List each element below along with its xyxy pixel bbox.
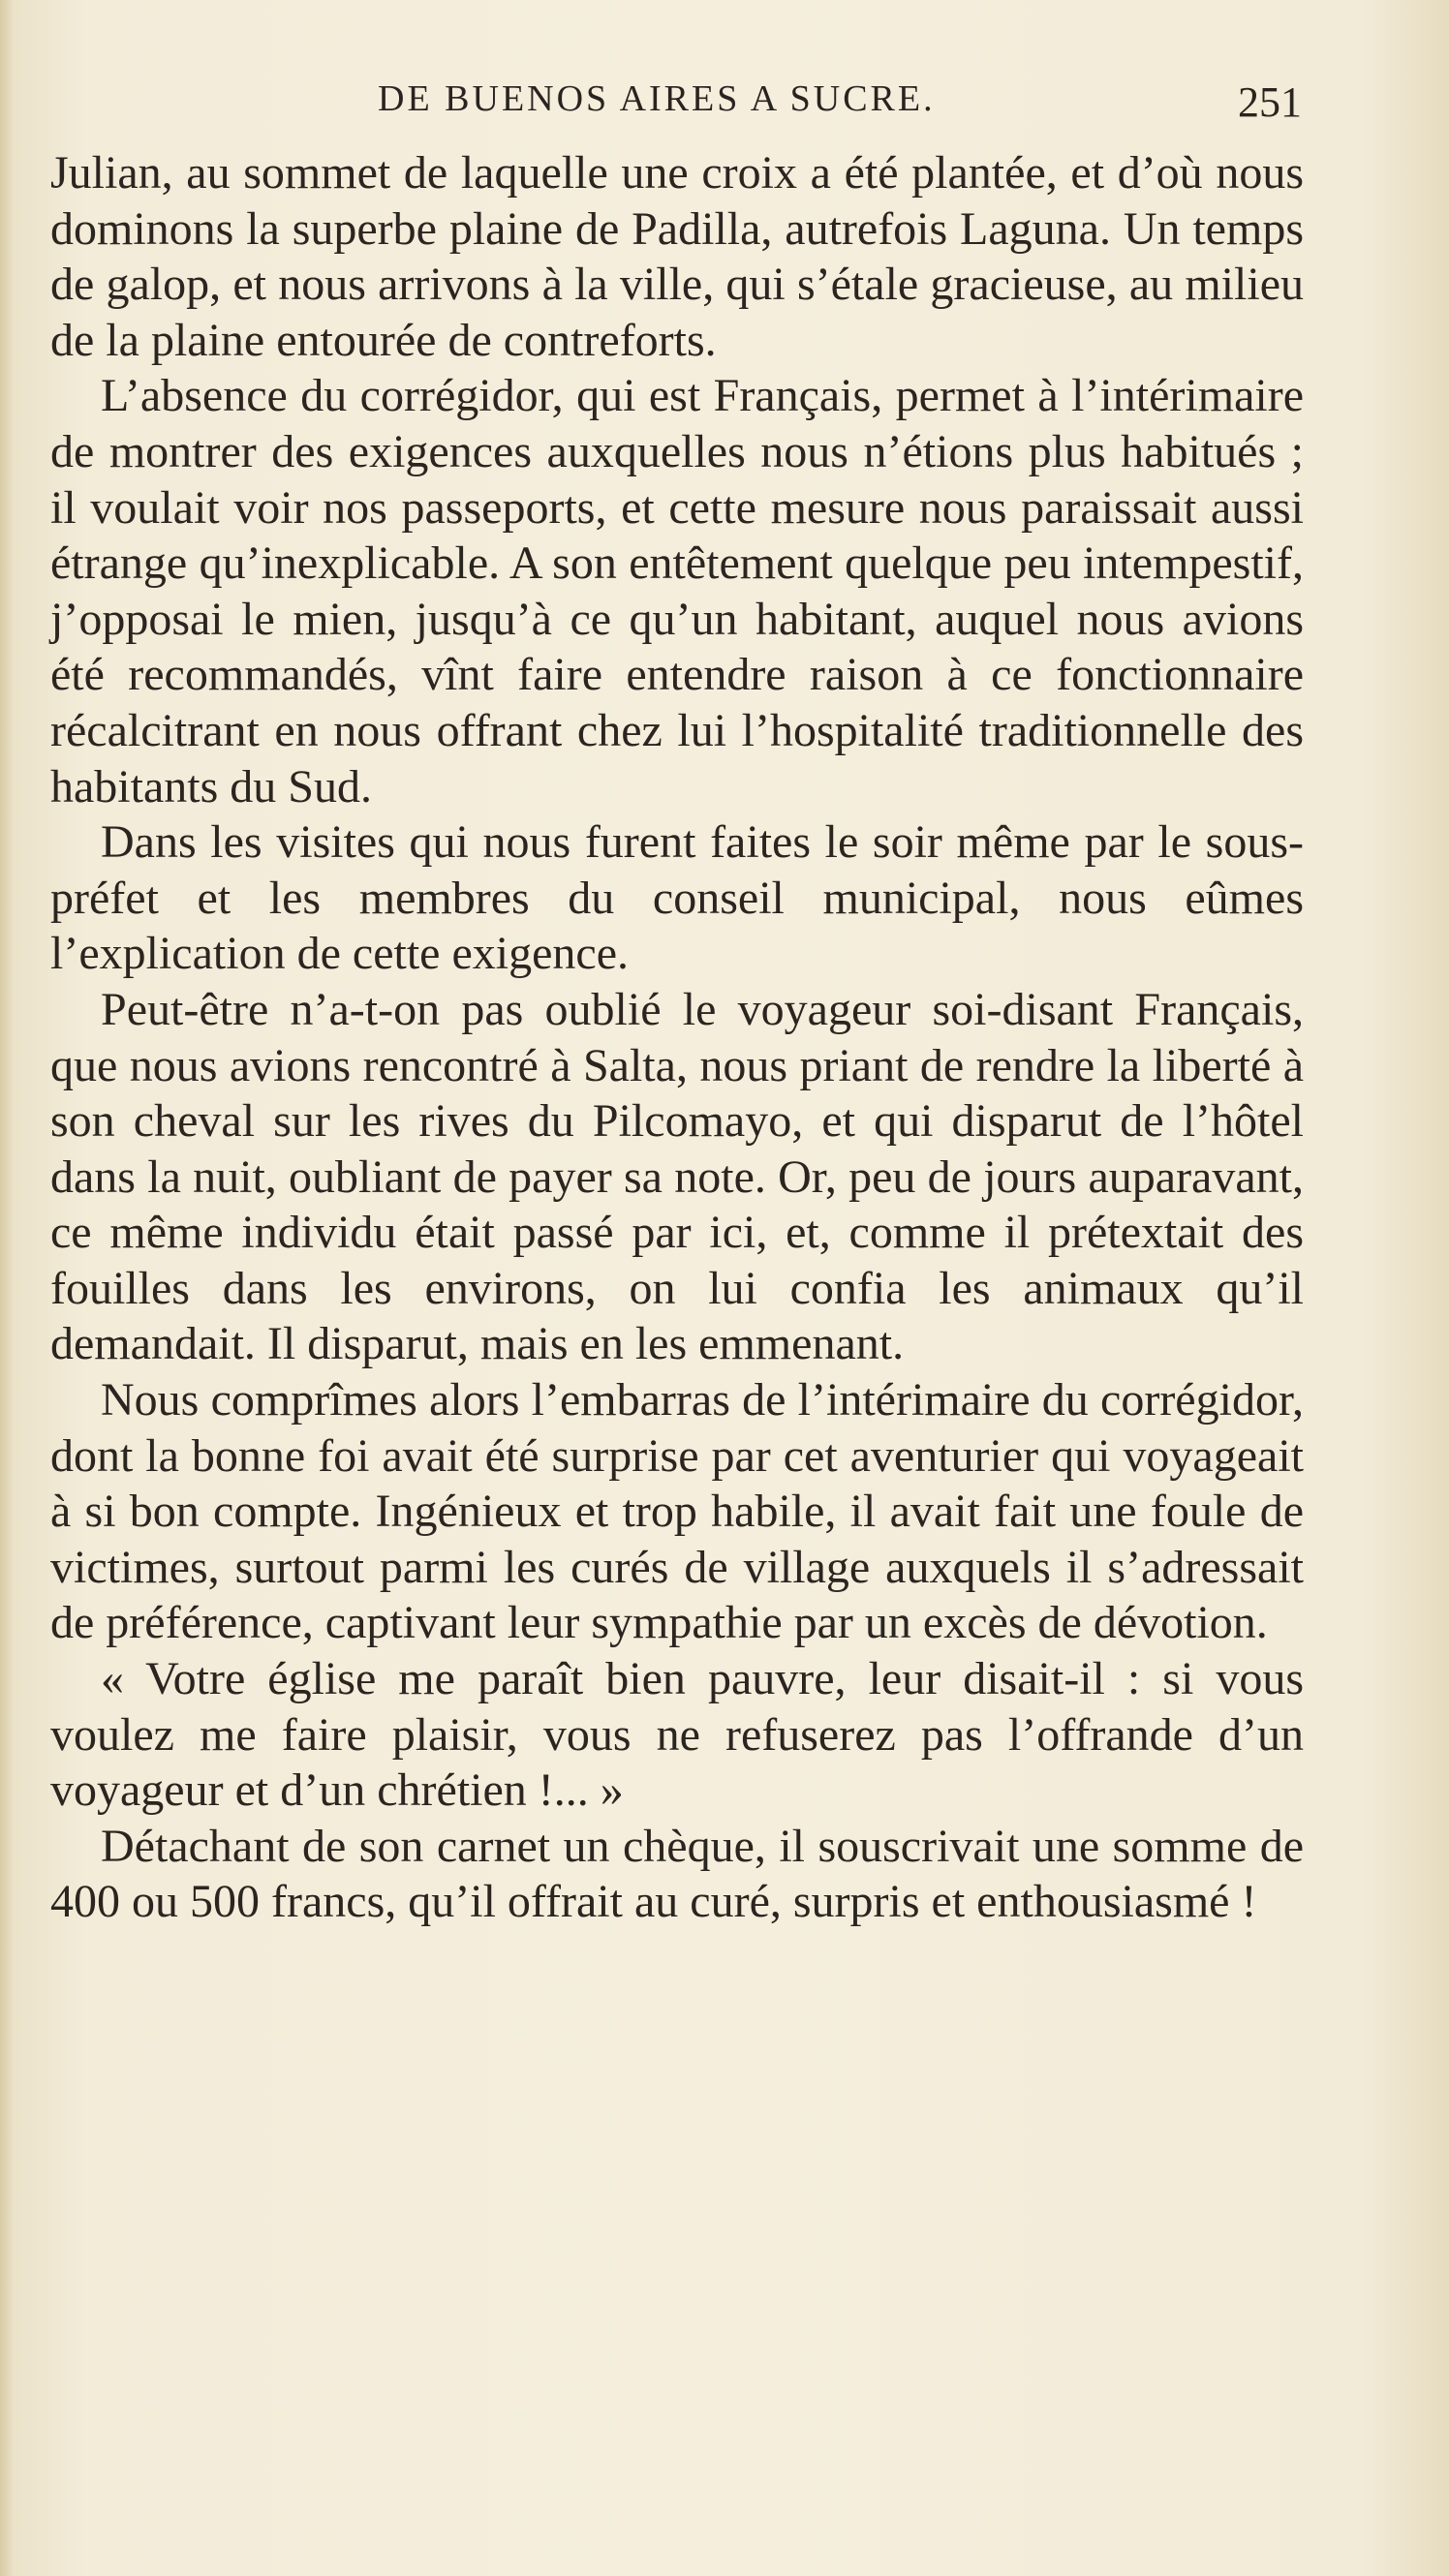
paragraph: Dans les visites qui nous furent faites le soir même par le sous-préfet et les membres du conseil municipal, nous eûmes l’explication de cette exigence. <box>50 816 1304 980</box>
paragraph: Nous comprîmes alors l’embarras de l’intérimaire du corrégidor, dont la bonne foi avait été surprise par cet aventurier qui voyageait à si bon compte. Ingénieux et trop habile, il avait fait une foule de victimes, surtout parmi les curés de village auxquels il s’adressait de préférence, captivant leur sympathie par un excès de dévotion. <box>50 1374 1304 1649</box>
paragraph: Peut-être n’a-t-on pas oublié le voyageur soi-disant Français, que nous avions rencontré à Salta, nous priant de rendre la liberté à son cheval sur les rives du Pilcomayo, et qui disparut de l’hôtel dans la nuit, oubliant de payer sa note. Or, peu de jours auparavant, ce même individu était passé par ici, et, comme il prétextait des fouilles dans les environs, on lui confia les animaux qu’il demandait. Il disparut, mais en les emmenant. <box>50 983 1304 1370</box>
paragraph: Julian, au sommet de laquelle une croix a été plantée, et d’où nous dominons la superbe plaine de Padilla, autrefois Laguna. Un temps de galop, et nous arrivons à la ville, qui s’étale gracieuse, au milieu de la plaine entourée de contreforts. <box>50 147 1304 366</box>
running-head-title: DE BUENOS AIRES A SUCRE. <box>378 78 936 119</box>
running-head <box>0 68 1449 136</box>
body-text <box>50 145 1304 1930</box>
page-number: 251 <box>1238 78 1302 126</box>
paragraph: « Votre église me paraît bien pauvre, leur disait-il : si vous voulez me faire plaisir, vous ne refuserez pas l’offrande d’un voyageur et d’un chrétien !... » <box>50 1653 1304 1817</box>
paragraph: Détachant de son carnet un chèque, il souscrivait une somme de 400 ou 500 francs, qu’il offrait au curé, surpris et enthousiasmé ! <box>50 1820 1304 1928</box>
paragraph: L’absence du corrégidor, qui est Français, permet à l’intérimaire de montrer des exigences auxquelles nous n’étions plus habitués ; il voulait voir nos passeports, et cette mesure nous paraissait aussi étrange qu’inexplicable. A son entêtement quelque peu intempestif, j’opposai le mien, jusqu’à ce qu’un habitant, auquel nous avions été recommandés, vînt faire entendre raison à ce fonctionnaire récalcitrant en nous offrant chez lui l’hospitalité traditionnelle des habitants du Sud. <box>50 370 1304 813</box>
